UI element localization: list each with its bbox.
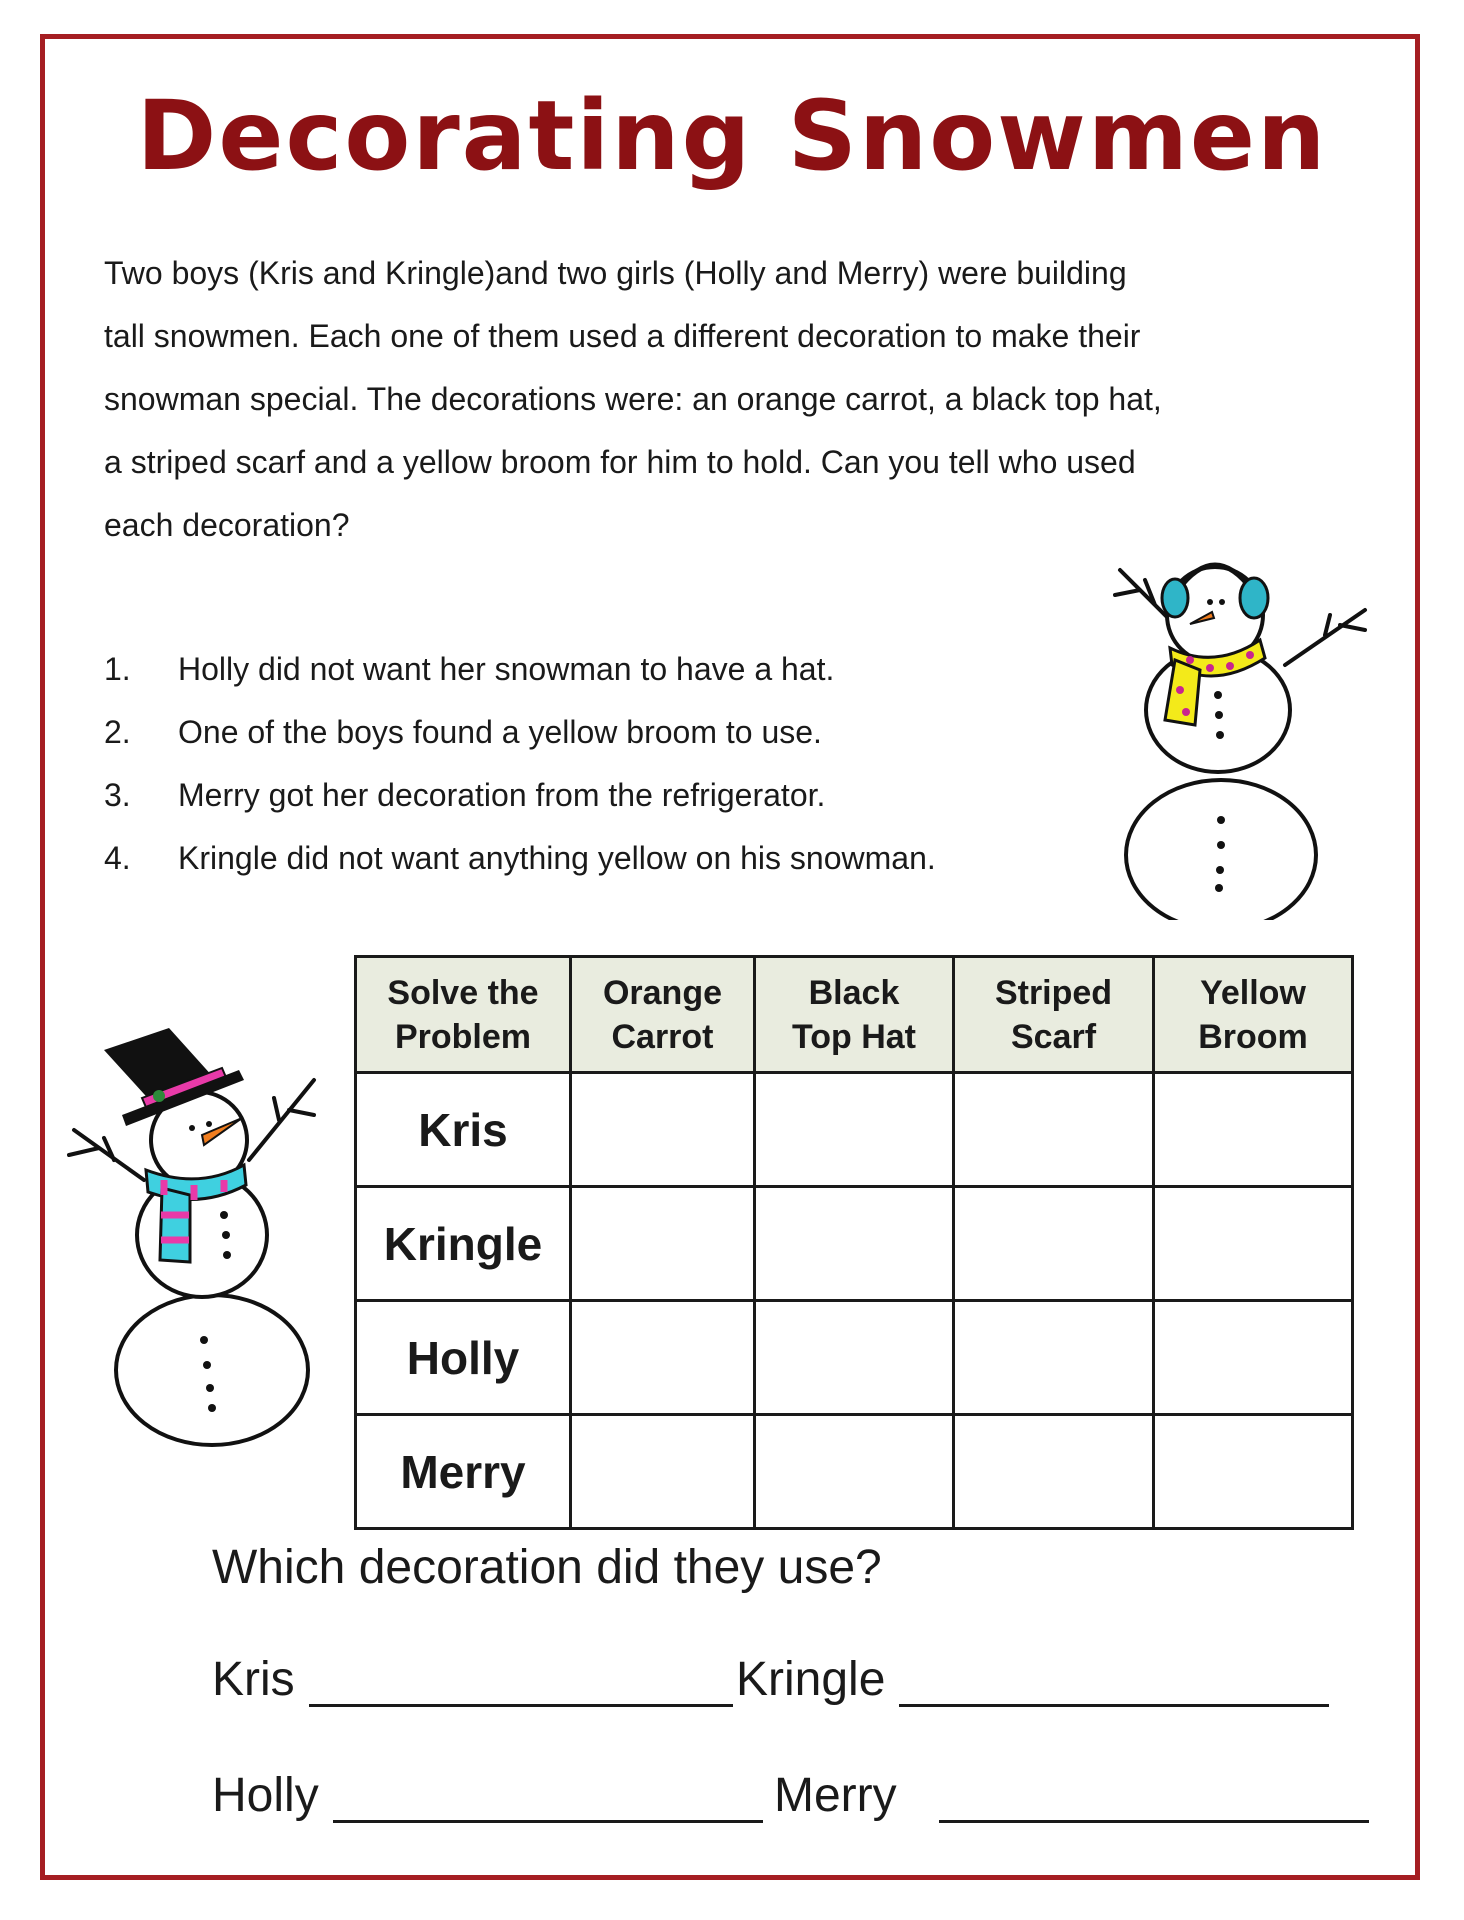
clue-number: 3.	[104, 777, 131, 813]
answer-question: Which decoration did they use?	[212, 1541, 882, 1594]
grid-cell[interactable]	[954, 1073, 1154, 1187]
grid-cell[interactable]	[571, 1301, 755, 1415]
table-row	[356, 1073, 1353, 1187]
answer-holly	[212, 1768, 763, 1823]
answer-kringle	[736, 1652, 1329, 1707]
grid-cell[interactable]	[755, 1415, 954, 1529]
table-row	[356, 1187, 1353, 1301]
grid-cell[interactable]	[1154, 1073, 1353, 1187]
header-orange-carrot: Orange Carrot	[571, 957, 755, 1073]
grid-cell[interactable]	[755, 1187, 954, 1301]
answer-blank-line[interactable]	[333, 1768, 763, 1823]
answer-blank-line[interactable]	[939, 1768, 1369, 1823]
header-solve-problem: Solve the Problem	[356, 957, 571, 1073]
grid-cell[interactable]	[954, 1301, 1154, 1415]
clue-number: 1.	[104, 651, 131, 687]
clue-item	[104, 701, 1064, 764]
header-black-top-hat: Black Top Hat	[755, 957, 954, 1073]
clue-number: 2.	[104, 714, 131, 750]
table-row	[356, 1301, 1353, 1415]
clue-text: Kringle did not want anything yellow on his snowman.	[178, 840, 936, 876]
row-name-cell: Holly	[356, 1301, 571, 1415]
answer-blank-line[interactable]	[309, 1652, 733, 1707]
header-yellow-broom: Yellow Broom	[1154, 957, 1353, 1073]
grid-cell[interactable]	[571, 1073, 755, 1187]
grid-cell[interactable]	[954, 1415, 1154, 1529]
grid-cell[interactable]	[571, 1415, 755, 1529]
answer-label: Kris	[212, 1653, 295, 1706]
grid-cell[interactable]	[571, 1187, 755, 1301]
clue-item	[104, 764, 1064, 827]
intro-paragraph: Two boys (Kris and Kringle)and two girls (Holly and Merry) were building tall snowmen. Each one of them used a different decoration to make their snowman special. The decorations were: an orange carrot, a black top hat, a striped scarf and a yellow broom for him to hold. Can you tell who used each decoration?	[104, 255, 1162, 543]
grid-cell[interactable]	[954, 1187, 1154, 1301]
clue-item	[104, 638, 1064, 701]
clue-item	[104, 827, 1064, 890]
table-row	[356, 1415, 1353, 1529]
clue-text: One of the boys found a yellow broom to use.	[178, 714, 822, 750]
grid-cell[interactable]	[1154, 1187, 1353, 1301]
clue-list	[104, 638, 1064, 890]
row-name-cell: Merry	[356, 1415, 571, 1529]
grid-cell[interactable]	[755, 1073, 954, 1187]
clue-text: Merry got her decoration from the refrigerator.	[178, 777, 826, 813]
page-title: Decorating Snowmen	[136, 80, 1328, 192]
grid-cell[interactable]	[1154, 1415, 1353, 1529]
row-name-cell: Kringle	[356, 1187, 571, 1301]
grid-cell[interactable]	[1154, 1301, 1353, 1415]
answer-blank-line[interactable]	[899, 1652, 1329, 1707]
table-header-row	[356, 957, 1353, 1073]
answer-kris	[212, 1652, 733, 1707]
snowman-earmuffs-illustration	[1100, 520, 1380, 920]
answer-label: Holly	[212, 1769, 319, 1822]
logic-grid	[354, 955, 1354, 1530]
snowman-tophat-illustration	[64, 1020, 344, 1450]
answer-label: Kringle	[736, 1653, 886, 1706]
row-name-cell: Kris	[356, 1073, 571, 1187]
header-striped-scarf: Striped Scarf	[954, 957, 1154, 1073]
clue-number: 4.	[104, 840, 131, 876]
answer-merry	[774, 1768, 1369, 1823]
grid-cell[interactable]	[755, 1301, 954, 1415]
clue-text: Holly did not want her snowman to have a hat.	[178, 651, 835, 687]
answer-label: Merry	[774, 1769, 897, 1822]
